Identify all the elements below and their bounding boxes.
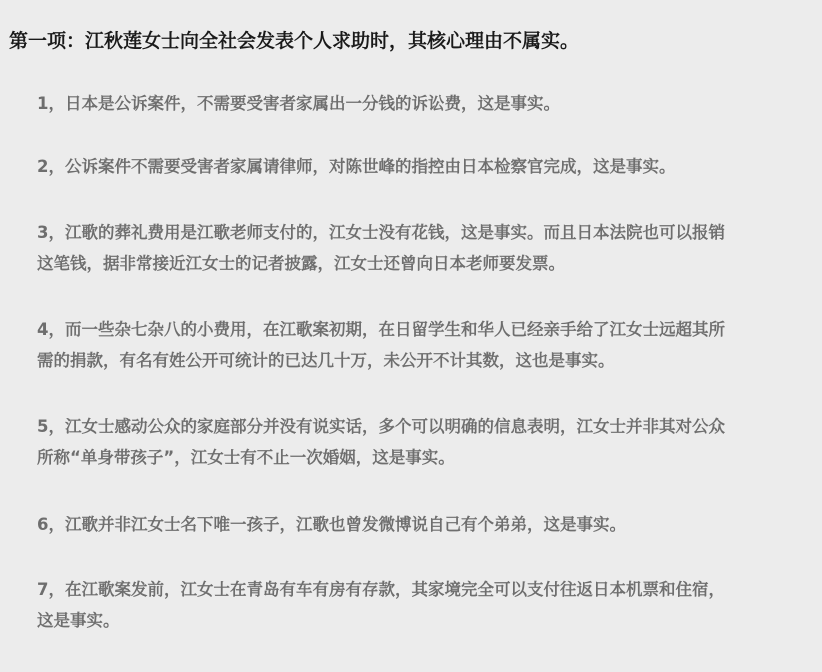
list-item-1: [37, 88, 807, 119]
item-line: 3，江歌的葬礼费用是江歌老师支付的，江女士没有花钱，这是事实。而且日本法院也可以报销: [37, 223, 725, 242]
list-item-5: [37, 411, 807, 473]
list-item-7: [37, 574, 807, 636]
item-line: 这是事实。: [37, 611, 120, 630]
list-item-2: [37, 151, 807, 182]
item-line: 4，而一些杂七杂八的小费用，在江歌案初期，在日留学生和华人已经亲手给了江女士远超其所: [37, 320, 725, 339]
item-line: 这笔钱，据非常接近江女士的记者披露，江女士还曾向日本老师要发票。: [37, 254, 565, 273]
item-line: 1，日本是公诉案件，不需要受害者家属出一分钱的诉讼费，这是事实。: [37, 94, 560, 113]
section-heading: 第一项：江秋莲女士向全社会发表个人求助时，其核心理由不属实。: [9, 30, 580, 52]
item-line: 所称“单身带孩子”，江女士有不止一次婚姻，这是事实。: [37, 448, 455, 467]
item-line: 7，在江歌案发前，江女士在青岛有车有房有存款，其家境完全可以支付往返日本机票和住宿，: [37, 580, 725, 599]
item-line: 6，江歌并非江女士名下唯一孩子，江歌也曾发微博说自己有个弟弟，这是事实。: [37, 515, 626, 534]
item-line: 需的捐款，有名有姓公开可统计的已达几十万，未公开不计其数，这也是事实。: [37, 351, 615, 370]
list-item-4: [37, 314, 807, 376]
item-line: 5，江女士感动公众的家庭部分并没有说实话，多个可以明确的信息表明，江女士并非其对公众: [37, 417, 725, 436]
list-item-6: [37, 509, 807, 540]
list-item-3: [37, 217, 807, 279]
item-line: 2，公诉案件不需要受害者家属请律师，对陈世峰的指控由日本检察官完成，这是事实。: [37, 157, 676, 176]
